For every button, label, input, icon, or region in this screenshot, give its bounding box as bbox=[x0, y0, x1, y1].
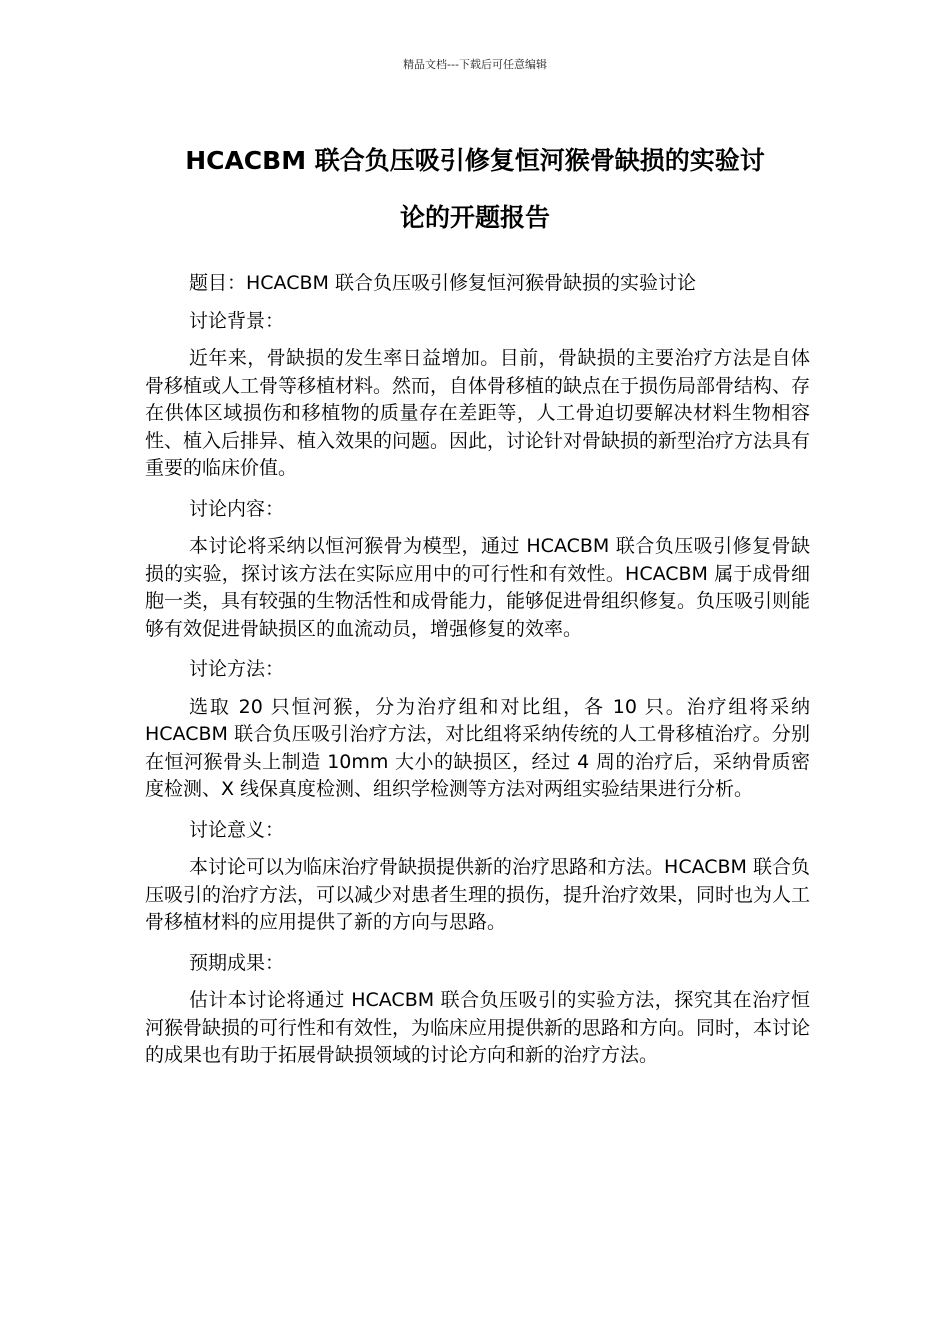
significance-heading: 讨论意义： bbox=[189, 818, 285, 841]
title-line-1: HCACBM 联合负压吸引修复恒河猴骨缺损的实验讨 bbox=[185, 146, 765, 175]
title-line-2: 论的开题报告 bbox=[399, 203, 550, 232]
outcome-paragraph: 估计本讨论将通过 HCACBM 联合负压吸引的实验方法，探究其在治疗恒河猴骨缺损的可行性和有效性，为临床应用提供新的思路和方向。同时，本讨论的成果也有助于拓展骨缺损领域的讨论方向和新的治疗方法。 bbox=[145, 989, 811, 1066]
header-note: 精品文档---下载后可任意编辑 bbox=[403, 58, 547, 71]
document-body bbox=[145, 270, 810, 1083]
background-paragraph: 近年来，骨缺损的发生率日益增加。目前，骨缺损的主要治疗方法是自体骨移植或人工骨等移植材料。然而，自体骨移植的缺点在于损伤局部骨结构、存在供体区域损伤和移植物的质量存在差距等，人工骨迫切要解决材料生物相容性、植入后排异、植入效果的问题。因此，讨论针对骨缺损的新型治疗方法具有重要的临床价值。 bbox=[145, 347, 811, 479]
content-heading: 讨论内容： bbox=[189, 497, 285, 520]
method-heading: 讨论方法： bbox=[189, 658, 285, 680]
significance-paragraph: 本讨论可以为临床治疗骨缺损提供新的治疗思路和方法。HCACBM 联合负压吸引的治疗方法，可以减少对患者生理的损伤，提升治疗效果，同时也为人工骨移植材料的应用提供了新的方向与思路。 bbox=[145, 856, 811, 933]
background-heading: 讨论背景： bbox=[189, 309, 285, 332]
outcome-heading: 预期成果： bbox=[189, 951, 285, 974]
method-paragraph: 选取 20 只恒河猴，分为治疗组和对比组，各 10 只。治疗组将采纳 HCACBM 联合负压吸引治疗方法，对比组将采纳传统的人工骨移植治疗。分别在恒河猴骨头上制造 10mm 大小的缺损区，经过 4 周的治疗后，采纳骨质密度检测、X 线保真度检测、组织学检测等方法对两组实验结果进行分析。 bbox=[145, 695, 810, 800]
content-paragraph: 本讨论将采纳以恒河猴骨为模型，通过 HCACBM 联合负压吸引修复骨缺损的实验，探讨该方法在实际应用中的可行性和有效性。HCACBM 属于成骨细胞一类，具有较强的生物活性和成骨能力，能够促进骨组织修复。负压吸引则能够有效促进骨缺损区的血流动员，增强修复的效率。 bbox=[145, 535, 811, 640]
topic-line: 题目：HCACBM 联合负压吸引修复恒河猴骨缺损的实验讨论 bbox=[189, 272, 696, 294]
document-title bbox=[140, 132, 810, 246]
